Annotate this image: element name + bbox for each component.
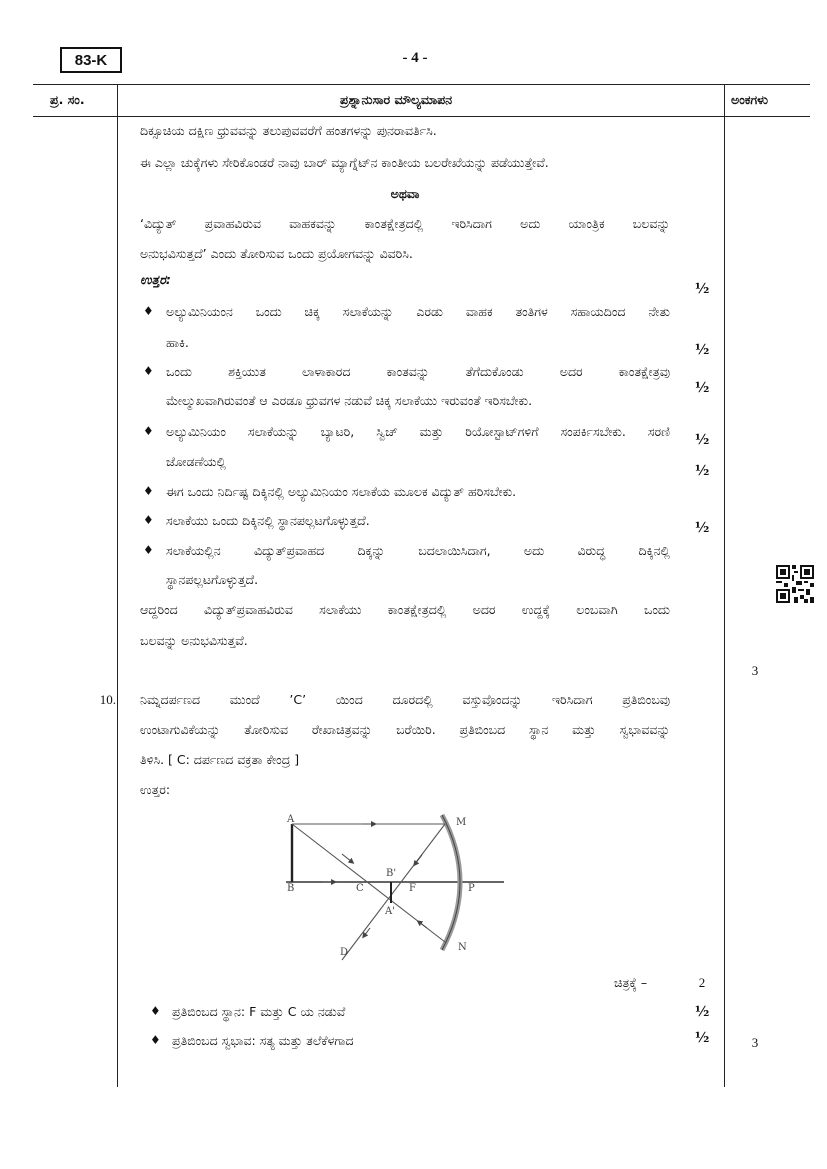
question-line: ಅನುಭವಿಸುತ್ತದೆ’ ಎಂದು ತೋರಿಸುವ ಒಂದು ಪ್ರಯೋಗವನ್ನು ವಿವರಿಸಿ.: [140, 246, 413, 261]
bullet-text: ಜೋಡಣೆಯಲ್ಲಿ: [166, 454, 226, 469]
col-divider-left: [117, 84, 118, 1087]
question-line: ನಿಮ್ನದರ್ಪಣದ ಮುಂದೆ ’C’ ಯಿಂದ ದೂರದಲ್ಲಿ ವಸ್ತುವೊಂದನ್ನು ಇರಿಸಿದಾಗ ಪ್ರತಿಬಿಂಬವು: [140, 692, 670, 707]
mark-value: ½: [694, 1030, 710, 1046]
bullet-icon: ♦: [150, 1004, 161, 1018]
diagram-caption: ಚಿತ್ರಕ್ಕೆ –: [614, 975, 648, 990]
label-p: P: [468, 883, 475, 894]
page-number: - 4 -: [402, 50, 428, 66]
label-b-prime: B': [386, 868, 397, 879]
mark-value: ½: [694, 520, 710, 536]
bullet-text: ಸಲಾಕೆಯು ಒಂದು ದಿಕ್ಕಿನಲ್ಲಿ ಸ್ಥಾನಪಲ್ಲಟಗೊಳ್ಳುತ್ತದೆ.: [166, 513, 370, 528]
label-c: C: [356, 883, 364, 894]
arrow-mark: [419, 922, 427, 928]
col-header-qno: ಪ್ರ. ಸಂ.: [50, 92, 85, 107]
bullet-icon: ♦: [143, 543, 154, 557]
or-label: ಅಥವಾ: [390, 186, 420, 201]
bullet-icon: ♦: [143, 424, 154, 438]
conclusion-line: ಬಲವನ್ನು ಅನುಭವಿಸುತ್ತವೆ.: [140, 633, 248, 648]
label-b: B: [287, 883, 295, 894]
text-line: ದಿಕ್ಸೂಚಿಯ ದಕ್ಷಿಣ ಧ್ರುವವನ್ನು ತಲುಪುವವರೆಗೆ ಹಂತಗಳನ್ನು ಪುನರಾವರ್ತಿಸಿ.: [140, 123, 437, 138]
question-line: ಉಂಟಾಗುವಿಕೆಯನ್ನು ತೋರಿಸುವ ರೇಖಾಚಿತ್ರವನ್ನು ಬರೆಯಿರಿ. ಪ್ರತಿಬಿಂಬದ ಸ್ಥಾನ ಮತ್ತು ಸ್ವಭಾವವನ್ನು: [140, 722, 670, 737]
label-f: F: [409, 883, 416, 894]
col-header-marks: ಅಂಕಗಳು: [731, 92, 768, 107]
bullet-text: ಸ್ಥಾನಪಲ್ಲಟಗೊಳ್ಳುತ್ತದೆ.: [166, 572, 259, 587]
bullet-icon: ♦: [143, 304, 154, 318]
answer-point: ಪ್ರತಿಬಿಂಬದ ಸ್ವಭಾವ: ಸತ್ಯ ಮತ್ತು ತಲೆಕೆಳಗಾದ: [172, 1033, 354, 1048]
qr-code-icon: [776, 565, 814, 603]
bullet-text: ಅಲ್ಯುಮಿನಿಯಂ ಸಲಾಕೆಯನ್ನು ಬ್ಯಾಟರಿ, ಸ್ವಿಚ್ ಮತ್ತು ರಿಯೋಸ್ಟಾಟ್‌ಗಳಿಗೆ ಸಂಪರ್ಕಿಸಬೇಕು. ಸರಣಿ: [166, 424, 670, 439]
mark-value: ½: [694, 1004, 710, 1020]
mark-value: ½: [694, 463, 710, 479]
question-line: ತಿಳಿಸಿ. [ C: ದರ್ಪಣದ ವಕ್ರತಾ ಕೇಂದ್ರ ]: [140, 752, 300, 767]
col-divider-right: [724, 84, 725, 1087]
mark-value: ½: [694, 342, 710, 358]
bullet-text: ಸಲಾಕೆಯಲ್ಲಿನ ವಿದ್ಯುತ್‌ಪ್ರವಾಹದ ದಿಕ್ಕನ್ನು ಬದಲಾಯಿಸಿದಾಗ, ಅದು ವಿರುದ್ಧ ದಿಕ್ಕಿನಲ್ಲಿ: [166, 543, 670, 558]
bullet-icon: ♦: [143, 513, 154, 527]
diagram-mark: 2: [698, 975, 706, 990]
bullet-text: ಈಗ ಒಂದು ನಿರ್ದಿಷ್ಟ ದಿಕ್ಕಿನಲ್ಲಿ ಅಲ್ಯುಮಿನಿಯಂ ಸಲಾಕೆಯ ಮೂಲಕ ವಿದ್ಯುತ್ ಹರಿಸಬೇಕು.: [166, 484, 517, 499]
mark-value: ½: [694, 281, 710, 297]
question-line: ‘ವಿದ್ಯುತ್ ಪ್ರವಾಹವಿರುವ ವಾಹಕವನ್ನು ಕಾಂತಕ್ಷೇತ್ರದಲ್ಲಿ ಇರಿಸಿದಾಗ ಅದು ಯಾಂತ್ರಿಕ ಬಲವನ್ನು: [140, 216, 670, 231]
bullet-text: ಒಂದು ಶಕ್ತಿಯುತ ಲಾಳಾಕಾರದ ಕಾಂತವನ್ನು ತೆಗೆದುಕೊಂಡು ಅದರ ಕಾಂತಕ್ಷೇತ್ರವು: [166, 364, 670, 379]
arrow-mark: [342, 854, 352, 862]
bullet-icon: ♦: [143, 484, 154, 498]
mark-value: ½: [694, 380, 710, 396]
total-marks: 3: [751, 663, 759, 678]
paper-code: 83-K: [60, 47, 122, 73]
bullet-icon: ♦: [150, 1033, 161, 1047]
text-line: ಈ ಎಲ್ಲಾ ಚುಕ್ಕೆಗಳು ಸೇರಿಕೊಂಡರೆ ನಾವು ಬಾರ್ ಮ್ಯಾಗ್ನೆಟ್‌ನ ಕಾಂತೀಯ ಬಲರೇಖೆಯನ್ನು ಪಡೆಯುತ್ತೇವೆ.: [140, 155, 549, 170]
conclusion-line: ಆದ್ದರಿಂದ ವಿದ್ಯುತ್‌ಪ್ರವಾಹವಿರುವ ಸಲಾಕೆಯು ಕಾಂತಕ್ಷೇತ್ರದಲ್ಲಿ ಅದರ ಉದ್ದಕ್ಕೆ ಲಂಬವಾಗಿ ಒಂದು: [140, 602, 670, 617]
label-d: D: [340, 947, 349, 958]
answer-point: ಪ್ರತಿಬಿಂಬದ ಸ್ಥಾನ: F ಮತ್ತು C ಯ ನಡುವೆ: [172, 1004, 346, 1019]
header-bottom-border: [33, 116, 810, 117]
bullet-text: ಹಾಕಿ.: [166, 335, 189, 350]
total-marks: 3: [751, 1035, 759, 1050]
label-m: M: [456, 817, 467, 828]
answer-label: ಉತ್ತರ:: [140, 272, 171, 287]
col-header-answer: ಪ್ರಶ್ನಾನುಸಾರ ಮೌಲ್ಯಮಾಪನ: [340, 92, 453, 107]
bullet-text: ಅಲ್ಯುಮಿನಿಯಂನ ಒಂದು ಚಿಕ್ಕ ಸಲಾಕೆಯನ್ನು ಎರಡು ವಾಹಕ ತಂತಿಗಳ ಸಹಾಯದಿಂದ ನೇತು: [166, 304, 670, 319]
label-n: N: [458, 942, 467, 953]
concave-mirror-ray-diagram: [282, 810, 512, 962]
label-a-prime: A': [385, 906, 395, 917]
mark-value: ½: [694, 432, 710, 448]
bullet-text: ಮೇಲ್ಮುಖವಾಗಿರುವಂತೆ ಆ ಎರಡೂ ಧ್ರುವಗಳ ನಡುವೆ ಚಿಕ್ಕ ಸಲಾಕೆಯು ಇರುವಂತೆ ಇರಿಸಬೇಕು.: [166, 393, 533, 408]
question-number: 10.: [99, 692, 116, 707]
answer-label: ಉತ್ತರ:: [140, 782, 171, 797]
table-top-border: [33, 84, 810, 85]
bullet-icon: ♦: [143, 364, 154, 378]
label-a: A: [287, 814, 295, 825]
arrow-mark: [415, 855, 422, 864]
